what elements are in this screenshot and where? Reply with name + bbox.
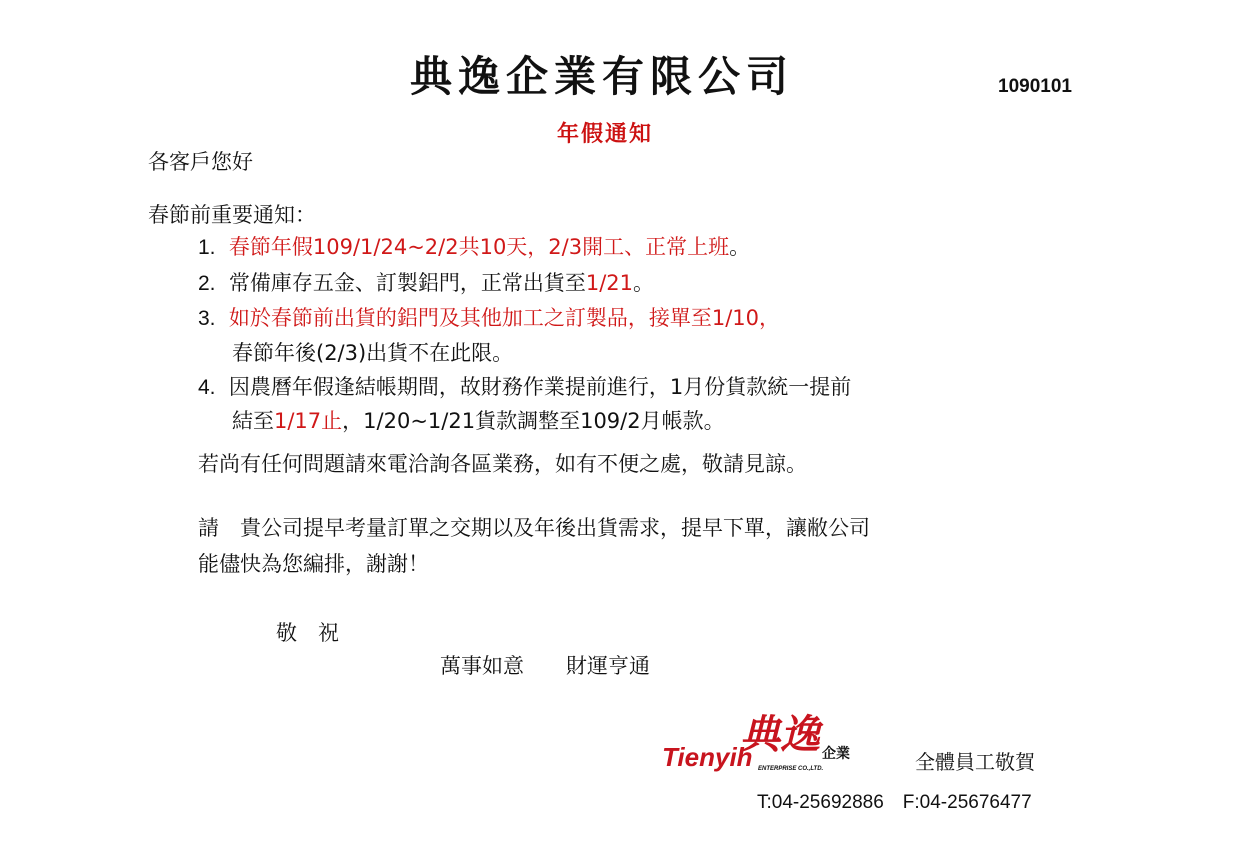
item-text-red: 春節年假109/1/24~2/2共10天，2/3開工、正常上班 bbox=[228, 235, 730, 259]
staff-signature: 全體員工敬賀 bbox=[915, 750, 1035, 774]
item-text: ，1/20~1/21貨款調整至109/2月帳款。 bbox=[342, 409, 725, 433]
greeting: 各客戶您好 bbox=[148, 150, 253, 174]
closing-salutation: 敬 祝 bbox=[276, 621, 339, 645]
item-text: 常備庫存五金、訂製鋁門，正常出貨至 bbox=[228, 271, 586, 295]
item-text-red: 如於春節前出貨的鋁門及其他加工之訂製品，接單至1/10， bbox=[228, 306, 781, 330]
notice-item-3 bbox=[198, 308, 780, 329]
item-number: 3. bbox=[198, 307, 216, 330]
notice-item-4-line-2 bbox=[232, 411, 725, 432]
logo-sub: ENTERPRISE CO.,LTD. bbox=[758, 766, 824, 772]
item-tail: 。 bbox=[729, 235, 751, 259]
item-text-red: 1/21 bbox=[585, 271, 634, 295]
logo-latin: Tienyih bbox=[662, 742, 753, 772]
item-text: 結至 bbox=[232, 409, 274, 433]
notice-item-4 bbox=[198, 377, 851, 398]
item-number: 2. bbox=[198, 272, 216, 295]
inquiry-text: 若尚有任何問題請來電洽詢各區業務，如有不便之處，敬請見諒。 bbox=[198, 452, 807, 476]
notice-item-1 bbox=[198, 237, 750, 258]
closing-wishes: 萬事如意 財運亨通 bbox=[440, 654, 650, 678]
document-number: 1090101 bbox=[998, 76, 1072, 97]
request-line-1: 請 貴公司提早考量訂單之交期以及年後出貨需求，提早下單，讓敝公司 bbox=[198, 516, 870, 540]
request-line-2: 能儘快為您編排，謝謝！ bbox=[198, 552, 429, 576]
notice-item-2 bbox=[198, 273, 654, 294]
logo-cjk: 典逸 bbox=[740, 711, 820, 758]
notice-title: 年假通知 bbox=[557, 122, 654, 147]
item-number: 4. bbox=[198, 376, 216, 399]
intro-heading: 春節前重要通知： bbox=[148, 203, 316, 227]
logo-cjk-small: 企業 bbox=[822, 746, 850, 762]
item-tail: 。 bbox=[633, 271, 655, 295]
item-text: 因農曆年假逢結帳期間，故財務作業提前進行，1月份貨款統一提前 bbox=[228, 375, 852, 399]
notice-item-3-line-2: 春節年後(2/3)出貨不在此限。 bbox=[232, 341, 514, 365]
company-title: 典逸企業有限公司 bbox=[410, 52, 795, 101]
contact-info: T:04-25692886 F:04-25676477 bbox=[757, 792, 1032, 813]
company-logo bbox=[660, 700, 885, 772]
item-number: 1. bbox=[198, 236, 216, 259]
item-text-red: 1/17止 bbox=[274, 409, 343, 433]
